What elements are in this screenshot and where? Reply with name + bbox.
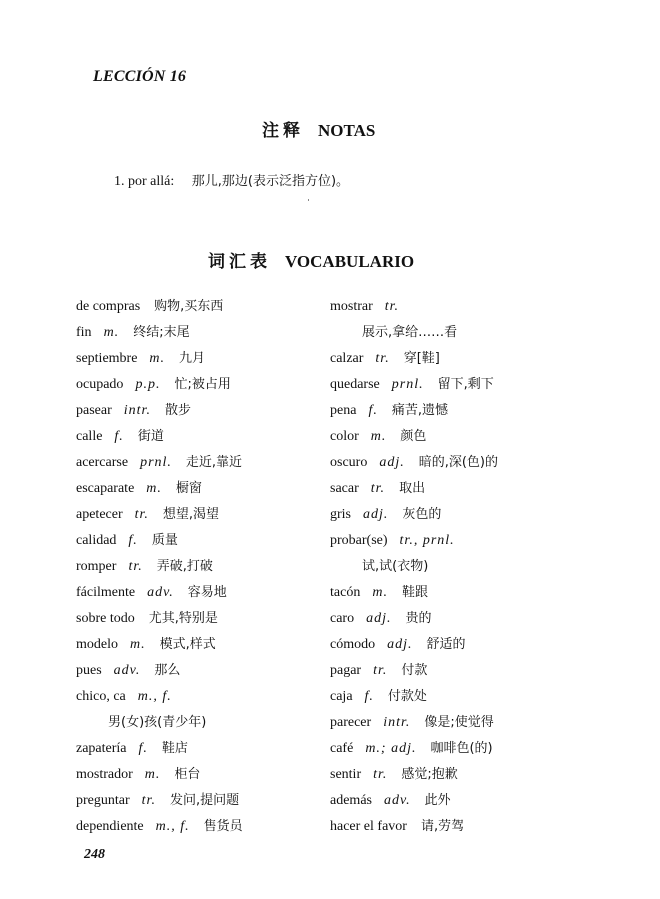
- vocabulary-left-column: [76, 297, 243, 843]
- vocab-meaning: 穿[鞋]: [403, 351, 440, 366]
- vocab-part-of-speech: m.: [149, 351, 166, 366]
- vocab-part-of-speech: p.p.: [135, 377, 161, 392]
- vocab-entry: [76, 583, 243, 609]
- vocab-meaning: 灰色的: [402, 507, 442, 522]
- vocab-entry: [76, 635, 243, 661]
- vocab-word: oscuro: [330, 455, 368, 470]
- vocab-part-of-speech: tr.: [373, 767, 388, 782]
- vocab-meaning: 咖啡色(的): [430, 741, 493, 756]
- vocab-part-of-speech: tr.: [375, 351, 390, 366]
- vocab-part-of-speech: m., f.: [155, 819, 190, 834]
- vocab-word: color: [330, 429, 359, 444]
- vocab-word: pasear: [76, 403, 112, 418]
- vocab-part-of-speech: f.: [368, 403, 378, 418]
- vocab-word: pues: [76, 663, 102, 678]
- vocab-word: café: [330, 741, 354, 756]
- vocab-word: probar(se): [330, 533, 388, 548]
- vocab-word: calle: [76, 429, 103, 444]
- vocab-part-of-speech: m.: [144, 767, 161, 782]
- vocab-entry: [76, 505, 243, 531]
- vocab-entry: [330, 609, 498, 635]
- vocab-meaning: 痛苦,遗憾: [391, 403, 448, 418]
- vocab-part-of-speech: adv.: [383, 793, 411, 808]
- notas-section-title: [262, 116, 375, 141]
- vocab-meaning: 贵的: [405, 611, 432, 626]
- vocab-entry: [330, 375, 498, 401]
- lesson-heading: LECCIÓN 16: [93, 68, 187, 85]
- vocab-meaning: 九月: [179, 351, 206, 366]
- vocab-part-of-speech: adj.: [387, 637, 413, 652]
- vocab-entry: [330, 297, 498, 323]
- vocab-word: septiembre: [76, 351, 138, 366]
- vocab-word: escaparate: [76, 481, 135, 496]
- vocab-entry: [76, 531, 243, 557]
- vocab-part-of-speech: m.: [103, 325, 120, 340]
- vocab-word: caja: [330, 689, 353, 704]
- vocab-entry: [330, 817, 498, 843]
- note-item: [114, 170, 349, 190]
- note-term: por allá:: [128, 174, 175, 189]
- vocab-word: gris: [330, 507, 351, 522]
- vocab-entry: [76, 427, 243, 453]
- vocab-meaning: 请,劳驾: [420, 819, 465, 834]
- vocab-word: pagar: [330, 663, 362, 678]
- vocab-meaning: 发问,提问题: [169, 793, 240, 808]
- vocab-part-of-speech: m.: [130, 637, 146, 652]
- vocab-part-of-speech: m.: [370, 429, 387, 444]
- page-number: 248: [84, 847, 105, 862]
- vocab-entry: [330, 349, 498, 375]
- vocab-part-of-speech: intr.: [123, 403, 151, 418]
- vocab-entry: [330, 531, 498, 557]
- vocab-meaning: 感觉;抱歉: [401, 767, 458, 782]
- vocab-part-of-speech: adv.: [147, 585, 174, 600]
- vocab-part-of-speech: adv.: [113, 663, 141, 678]
- vocab-part-of-speech: adj.: [379, 455, 405, 470]
- vocab-word: fin: [76, 325, 92, 340]
- vocab-meaning: 此外: [424, 793, 451, 808]
- vocab-meaning: 舒适的: [426, 637, 466, 652]
- vocab-entry: [330, 635, 498, 661]
- vocab-word: romper: [76, 559, 117, 574]
- vocab-meaning: 柜台: [174, 767, 201, 782]
- vocab-meaning: 颜色: [400, 429, 427, 444]
- vocab-entry: [330, 687, 498, 713]
- vocab-word: apetecer: [76, 507, 123, 522]
- vocab-entry: [76, 687, 243, 713]
- vocab-meaning: 付款处: [387, 689, 427, 704]
- vocab-word: además: [330, 793, 372, 808]
- vocab-meaning: 走近,靠近: [185, 455, 243, 470]
- vocab-part-of-speech: m.; adj.: [365, 741, 417, 756]
- note-number: 1.: [114, 174, 125, 189]
- notas-title-chinese: 注释: [262, 121, 304, 141]
- vocab-entry: [330, 739, 498, 765]
- vocab-word: sentir: [330, 767, 362, 782]
- vocab-meaning: 模式,样式: [159, 637, 216, 652]
- vocab-part-of-speech: tr.: [128, 559, 143, 574]
- vocab-meaning: 终结;末尾: [133, 325, 190, 340]
- vocab-part-of-speech: tr.: [134, 507, 149, 522]
- vocab-entry: [76, 375, 243, 401]
- vocab-entry: [330, 505, 498, 531]
- note-meaning: 那儿,那边(表示泛指方位)。: [191, 174, 350, 189]
- vocab-part-of-speech: f.: [114, 429, 124, 444]
- vocab-meaning: 售货员: [203, 819, 243, 834]
- vocab-entry-continuation: [330, 557, 498, 583]
- vocab-part-of-speech: tr.: [373, 663, 388, 678]
- vocab-entry: [76, 739, 243, 765]
- vocab-entry: [76, 453, 243, 479]
- vocab-part-of-speech: m.: [146, 481, 162, 496]
- vocabulary-right-column: [330, 297, 498, 843]
- vocab-word: calidad: [76, 533, 117, 548]
- vocab-meaning: 散步: [164, 403, 191, 418]
- vocabulario-title-spanish: VOCABULARIO: [285, 252, 415, 271]
- vocab-entry: [76, 791, 243, 817]
- vocab-part-of-speech: tr., prnl.: [399, 533, 455, 548]
- vocab-meaning: 取出: [399, 481, 426, 496]
- vocab-meaning: 质量: [151, 533, 178, 548]
- vocab-part-of-speech: adj.: [363, 507, 389, 522]
- vocab-part-of-speech: prnl.: [391, 377, 424, 392]
- vocab-entry-continuation: [76, 713, 243, 739]
- vocab-part-of-speech: f.: [138, 741, 148, 756]
- vocab-word: cómodo: [330, 637, 376, 652]
- vocab-word: dependiente: [76, 819, 144, 834]
- vocab-meaning: 橱窗: [175, 481, 202, 496]
- vocab-entry: [330, 401, 498, 427]
- vocab-word: sacar: [330, 481, 359, 496]
- vocab-meaning: 尤其,特别是: [148, 611, 218, 626]
- vocab-meaning: 购物,买东西: [154, 299, 224, 314]
- vocab-word: calzar: [330, 351, 364, 366]
- vocab-part-of-speech: tr.: [370, 481, 386, 496]
- vocab-entry: [330, 713, 498, 739]
- vocab-meaning: 试,试(衣物): [362, 559, 429, 574]
- vocab-entry: [76, 765, 243, 791]
- vocab-word: mostrador: [76, 767, 133, 782]
- vocab-word: quedarse: [330, 377, 380, 392]
- vocab-word: hacer el favor: [330, 819, 407, 834]
- vocab-word: modelo: [76, 637, 118, 652]
- vocab-entry: [76, 609, 243, 635]
- vocab-meaning: 男(女)孩(青少年): [108, 715, 207, 730]
- vocab-meaning: 暗的,深(色)的: [418, 455, 498, 470]
- vocabulario-section-title: [208, 247, 414, 272]
- vocab-word: ocupado: [76, 377, 124, 392]
- vocab-word: acercarse: [76, 455, 129, 470]
- vocab-word: parecer: [330, 715, 372, 730]
- vocab-word: sobre todo: [76, 611, 135, 626]
- vocab-part-of-speech: tr.: [384, 299, 400, 314]
- vocab-entry: [76, 349, 243, 375]
- vocab-word: chico, ca: [76, 689, 126, 704]
- vocab-meaning: 弄破,打破: [156, 559, 213, 574]
- vocab-entry: [76, 323, 243, 349]
- vocab-meaning: 街道: [137, 429, 164, 444]
- vocab-entry: [76, 557, 243, 583]
- vocab-entry: [330, 583, 498, 609]
- vocab-part-of-speech: f.: [364, 689, 374, 704]
- vocab-meaning: 展示,拿给……看: [362, 325, 458, 340]
- vocab-word: de compras: [76, 299, 141, 314]
- vocab-meaning: 鞋店: [161, 741, 188, 756]
- print-speck: [308, 199, 309, 201]
- vocab-entry: [76, 661, 243, 687]
- vocab-meaning: 想望,渴望: [162, 507, 220, 522]
- vocab-meaning: 付款: [401, 663, 428, 678]
- vocab-meaning: 留下,剩下: [437, 377, 494, 392]
- vocab-entry: [76, 297, 243, 323]
- vocab-word: mostrar: [330, 299, 373, 314]
- vocab-word: preguntar: [76, 793, 130, 808]
- vocab-word: zapatería: [76, 741, 127, 756]
- vocab-word: pena: [330, 403, 357, 418]
- vocab-entry: [76, 817, 243, 843]
- vocab-part-of-speech: intr.: [383, 715, 411, 730]
- vocab-meaning: 像是;使觉得: [424, 715, 494, 730]
- vocab-entry: [76, 401, 243, 427]
- notas-title-spanish: NOTAS: [318, 121, 376, 140]
- vocab-entry: [330, 765, 498, 791]
- vocab-part-of-speech: f.: [128, 533, 138, 548]
- vocab-part-of-speech: prnl.: [140, 455, 172, 470]
- vocab-part-of-speech: m., f.: [137, 689, 172, 704]
- vocab-entry-continuation: [330, 323, 498, 349]
- vocab-word: fácilmente: [76, 585, 136, 600]
- vocab-meaning: 容易地: [187, 585, 227, 600]
- vocab-entry: [330, 661, 498, 687]
- vocab-entry: [330, 791, 498, 817]
- vocab-word: caro: [330, 611, 355, 626]
- vocab-word: tacón: [330, 585, 361, 600]
- vocab-part-of-speech: m.: [372, 585, 388, 600]
- vocabulario-title-chinese: 词汇表: [208, 252, 271, 272]
- vocab-part-of-speech: adj.: [366, 611, 392, 626]
- vocab-part-of-speech: tr.: [141, 793, 156, 808]
- vocab-entry: [330, 427, 498, 453]
- vocab-entry: [76, 479, 243, 505]
- vocab-entry: [330, 453, 498, 479]
- vocab-entry: [330, 479, 498, 505]
- vocab-meaning: 那么: [154, 663, 181, 678]
- vocab-meaning: 鞋跟: [401, 585, 428, 600]
- vocab-meaning: 忙;被占用: [174, 377, 231, 392]
